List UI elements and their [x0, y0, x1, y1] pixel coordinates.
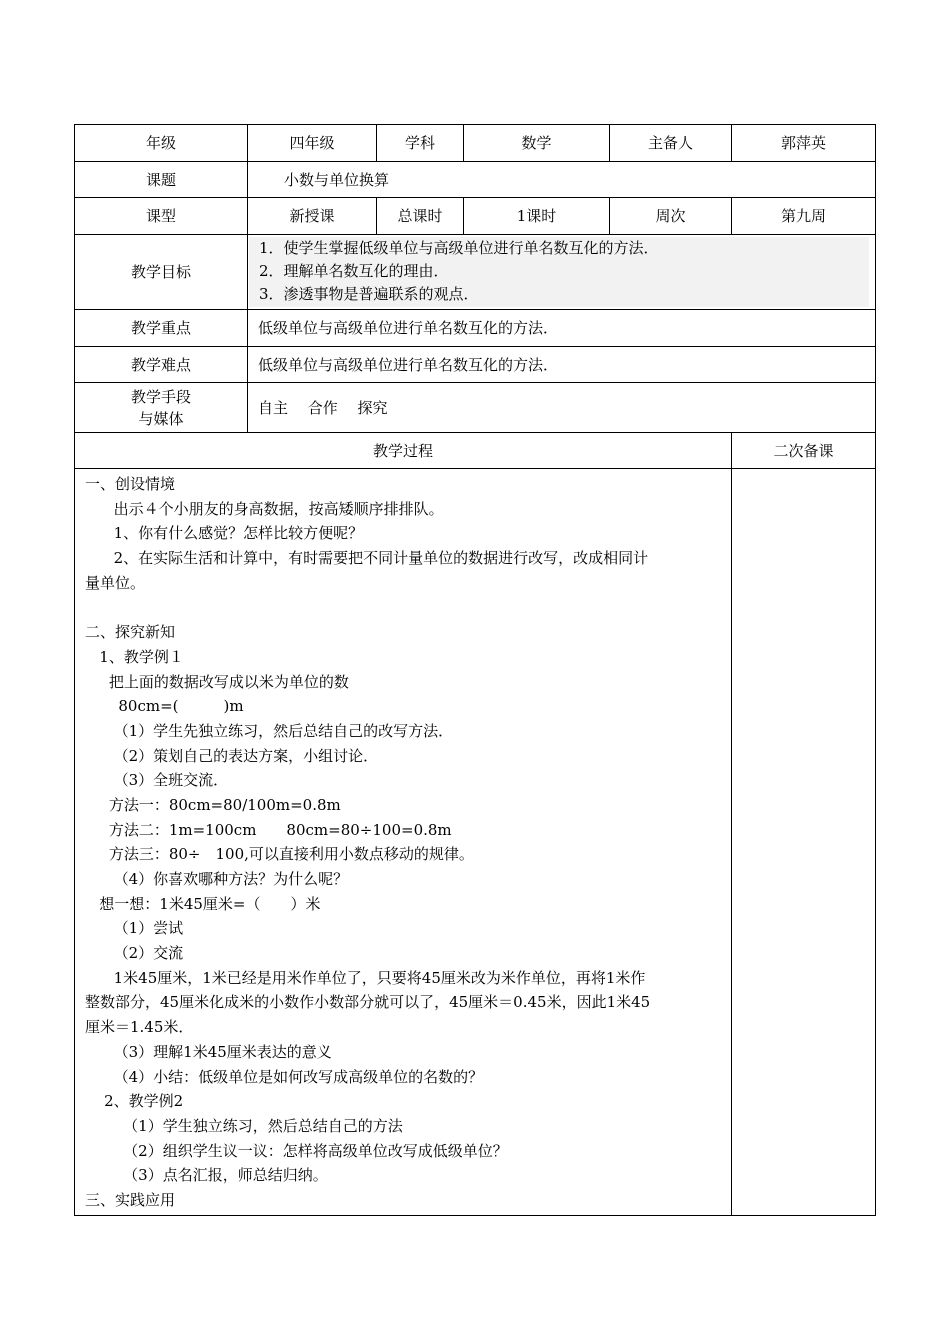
process-line: （2）组织学生议一议：怎样将高级单位改写成低级单位？ [85, 1141, 508, 1160]
lesson-plan-table [74, 124, 876, 1216]
process-body [75, 469, 732, 1213]
key-points-label: 教学重点 [75, 310, 248, 347]
process-line: 厘米＝1.45米． [85, 1018, 194, 1037]
type-value: 新授课 [248, 198, 377, 235]
goal-item: 1．使学生掌握低级单位与高级单位进行单名数互化的方法． [259, 239, 659, 257]
process-line [85, 595, 724, 620]
process-line: 2、在实际生活和计算中，有时需要把不同计量单位的数据进行改写，改成相同计 [85, 549, 649, 568]
goal-item: 3．渗透事物是普遍联系的观点． [259, 285, 479, 303]
week-label: 周次 [610, 198, 732, 235]
week-value: 第九周 [732, 198, 875, 235]
process-line: （4）你喜欢哪种方法？为什么呢？ [85, 870, 349, 888]
second-prep-cell [732, 469, 875, 1215]
goals-list [249, 237, 869, 307]
process-line: 二、探究新知 [85, 623, 176, 642]
process-header: 教学过程 [75, 433, 732, 469]
process-line: 想一想：1米45厘米=（ ）米 [85, 894, 321, 913]
total-hours-value: 1课时 [464, 198, 610, 235]
media-label [75, 383, 248, 433]
subject-value: 数学 [464, 125, 610, 162]
process-line: （3）全班交流． [85, 771, 229, 790]
type-label: 课型 [75, 198, 248, 235]
topic-label: 课题 [75, 162, 248, 198]
media-value: 自主 合作 探究 [248, 383, 875, 433]
key-points-value: 低级单位与高级单位进行单名数互化的方法． [248, 310, 875, 347]
second-prep-header: 二次备课 [732, 433, 875, 469]
subject-label: 学科 [377, 125, 464, 162]
process-line: 方法一：80cm=80/100m=0.8m [85, 795, 341, 814]
process-line: 出示４个小朋友的身高数据，按高矮顺序排排队。 [85, 499, 444, 518]
process-line: 把上面的数据改写成以米为单位的数 [85, 672, 349, 691]
process-line: 1、你有什么感觉？怎样比较方便呢？ [85, 524, 364, 543]
process-line: （2）交流 [85, 944, 184, 963]
grade-value: 四年级 [248, 125, 377, 162]
process-line: 量单位。 [85, 573, 146, 592]
process-line: 1、教学例１ [85, 647, 184, 666]
process-line: （3）理解1米45厘米表达的意义 [85, 1042, 332, 1061]
process-line: 方法三：80÷ 100,可以直接利用小数点移动的规律。 [85, 845, 474, 864]
goals-label: 教学目标 [75, 235, 248, 310]
process-line: （1）尝试 [85, 919, 184, 938]
difficulties-value: 低级单位与高级单位进行单名数互化的方法． [248, 347, 875, 383]
process-line: （3）点名汇报，师总结归纳。 [85, 1166, 328, 1185]
topic-value: 小数与单位换算 [248, 162, 875, 198]
preparer-label: 主备人 [610, 125, 732, 162]
process-line: （4）小结：低级单位是如何改写成高级单位的名数的？ [85, 1067, 484, 1086]
process-line: （1）学生先独立练习，然后总结自己的改写方法． [85, 721, 454, 740]
total-hours-label: 总课时 [377, 198, 464, 235]
media-label-line1: 教学手段 [130, 387, 191, 406]
process-line: 三、实践应用 [85, 1190, 176, 1209]
process-line: 整数部分，45厘米化成米的小数作小数部分就可以了，45厘米＝0.45米，因此1米45 [85, 993, 651, 1012]
process-line: 80cm=( )m [85, 697, 244, 716]
grade-label: 年级 [75, 125, 248, 162]
process-line: 1米45厘米，1米已经是用米作单位了，只要将45厘米改为米作单位，再将1米作 [85, 968, 646, 987]
media-label-line2: 与媒体 [138, 409, 184, 428]
goal-item: 2．理解单名数互化的理由． [259, 262, 449, 280]
difficulties-label: 教学难点 [75, 347, 248, 383]
process-line: （2）策划自己的表达方案，小组讨论． [85, 746, 379, 765]
process-line: （1）学生独立练习，然后总结自己的方法 [85, 1116, 403, 1135]
process-line: 方法二：1m=100cm 80cm=80÷100=0.8m [85, 820, 452, 839]
process-line: 2、教学例2 [85, 1092, 184, 1111]
preparer-value: 郭萍英 [732, 125, 875, 162]
process-line: 一、创设情境 [85, 475, 176, 493]
